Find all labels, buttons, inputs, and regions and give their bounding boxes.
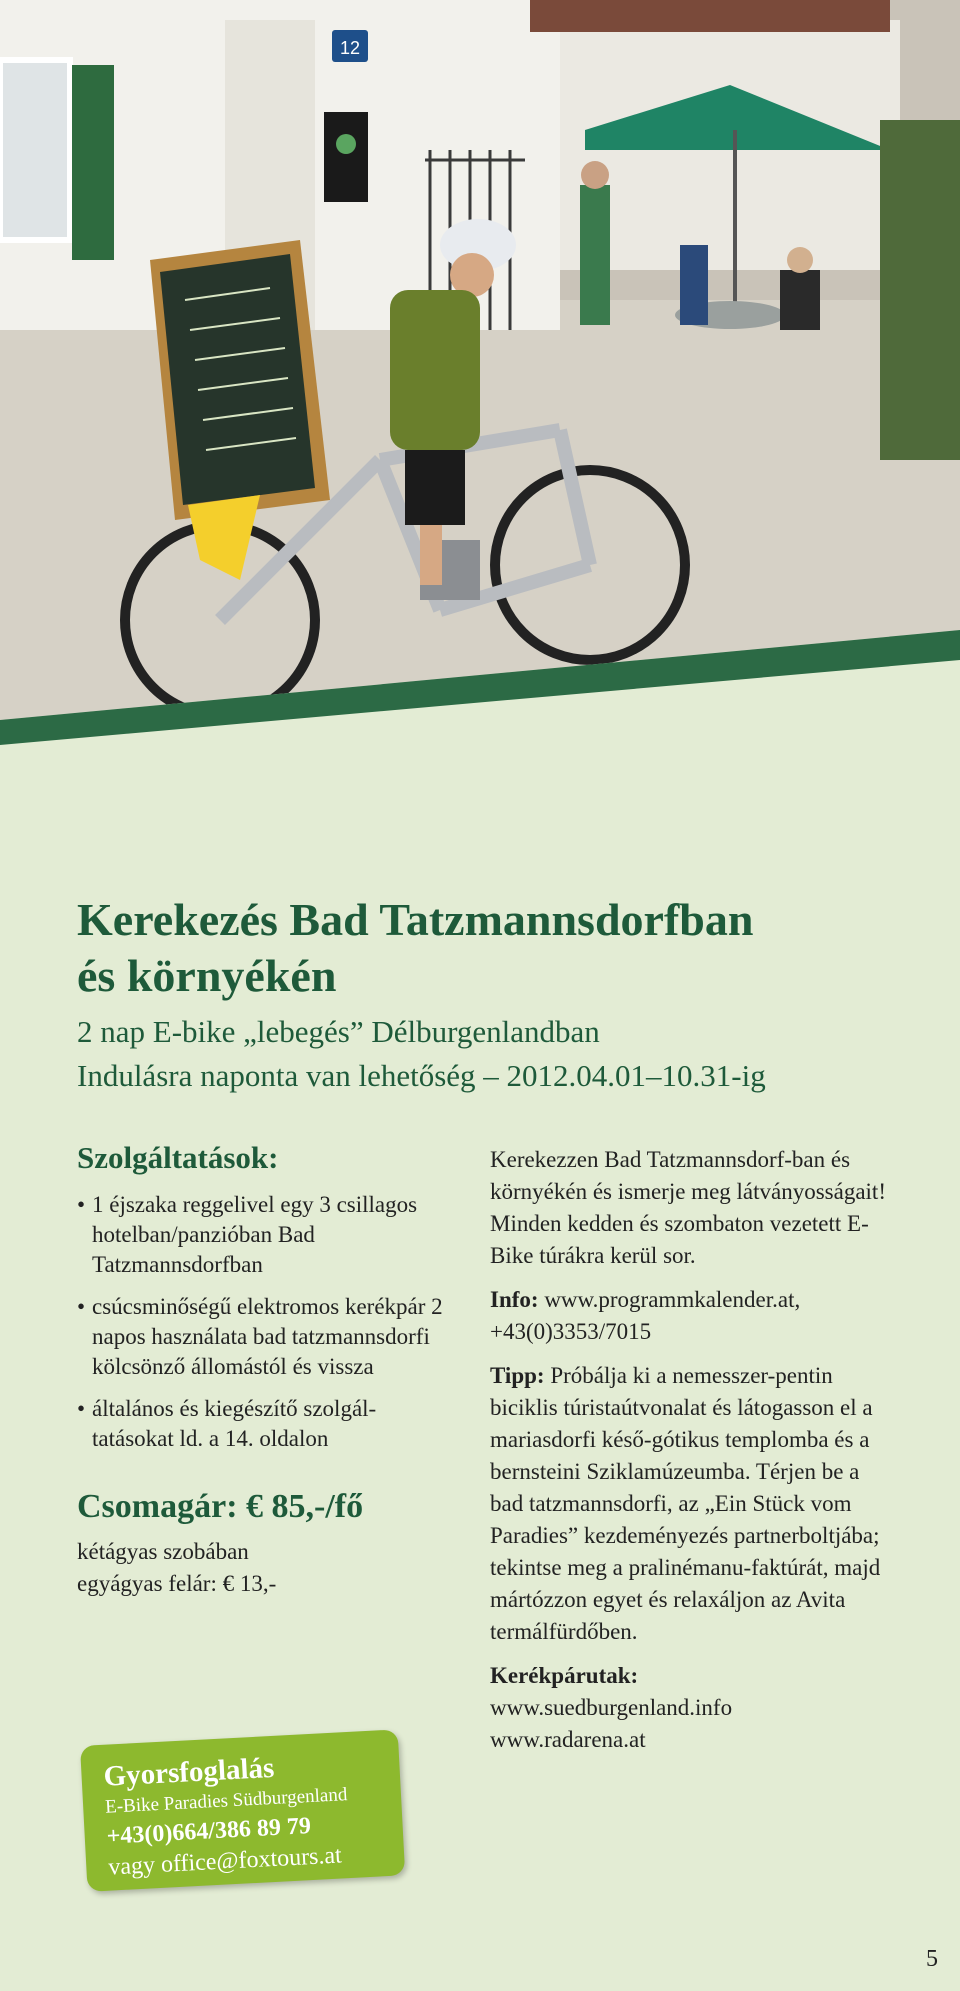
tip-text: Próbálja ki a nemesszer-pentin biciklis túristaútvonalat és látogasson el a mariasdorfi késő-gótikus templomba és a bernsteini Sziklamúzeumba. Térjen be a bad tatzmannsdorfi, az „Ein Stück vom Paradies” kezdeményezés partnerboltjába; tekintse meg a pralinémanu-faktúrát, majd mártózzon egyet és relaxáljon az Avita termálfürdőben. <box>490 1363 881 1644</box>
routes-label: Kerékpárutak: <box>490 1663 639 1688</box>
info-text[interactable]: www.programmkalender.at, +43(0)3353/7015 <box>490 1287 801 1344</box>
service-item: • általános és kiegészítő szolgál-tatásokat ld. a 14. oldalon <box>77 1394 457 1454</box>
price-note-double-room: kétágyas szobában <box>77 1539 249 1564</box>
route-link-2[interactable]: www.radarena.at <box>490 1727 646 1752</box>
title-line-2: és környékén <box>77 950 337 1001</box>
routes-paragraph <box>490 1660 890 1756</box>
booking-title: Gyorsfoglalás <box>102 1751 276 1793</box>
info-paragraph <box>490 1284 890 1348</box>
hero-photo-illustration <box>0 0 960 760</box>
subtitle-line-2: Indulásra naponta van lehetőség – 2012.04.01–10.31-ig <box>77 1058 766 1093</box>
title-line-1: Kerekezés Bad Tatzmannsdorfban <box>77 894 754 945</box>
tip-paragraph <box>490 1360 890 1648</box>
booking-company: E-Bike Paradies Südburgenland <box>104 1784 348 1818</box>
package-price: Csomagár: € 85,-/fő <box>77 1488 364 1525</box>
route-link-1[interactable]: www.suedburgenland.info <box>490 1695 733 1720</box>
service-item: • csúcsminőségű elektromos kerékpár 2 napos használata bad tatzmannsdorfi kölcsönző állomástól és vissza <box>77 1292 457 1382</box>
intro-paragraph: Kerekezzen Bad Tatzmannsdorf-ban és környékén és ismerje meg látványosságait! Minden kedden és szombaton vezetett E-Bike túrákra kerül sor. <box>490 1147 886 1268</box>
tip-label: Tipp: <box>490 1363 545 1388</box>
service-item: • 1 éjszaka reggelivel egy 3 csillagos hotelban/panzióban Bad Tatzmannsdorfban <box>77 1190 457 1280</box>
page-title <box>77 892 937 1004</box>
page-number: 5 <box>926 1946 938 1972</box>
subtitle <box>77 1010 937 1098</box>
price-notes <box>77 1536 457 1600</box>
subtitle-line-1: 2 nap E-bike „lebegés” Délburgenlandban <box>77 1014 600 1049</box>
left-column <box>77 1140 457 1600</box>
services-heading: Szolgáltatások: <box>77 1140 279 1175</box>
booking-email[interactable]: vagy office@foxtours.at <box>107 1842 343 1881</box>
chalkboard <box>150 240 330 520</box>
info-label: Info: <box>490 1287 539 1312</box>
hero-photo <box>0 0 960 760</box>
house-number-text: 12 <box>339 38 361 58</box>
services-list <box>77 1190 457 1454</box>
right-column <box>490 1144 890 1768</box>
price-note-single-supplement: egyágyas felár: € 13,- <box>77 1571 277 1596</box>
booking-phone[interactable]: +43(0)664/386 89 79 <box>106 1813 312 1850</box>
quick-booking-box[interactable] <box>80 1729 405 1891</box>
